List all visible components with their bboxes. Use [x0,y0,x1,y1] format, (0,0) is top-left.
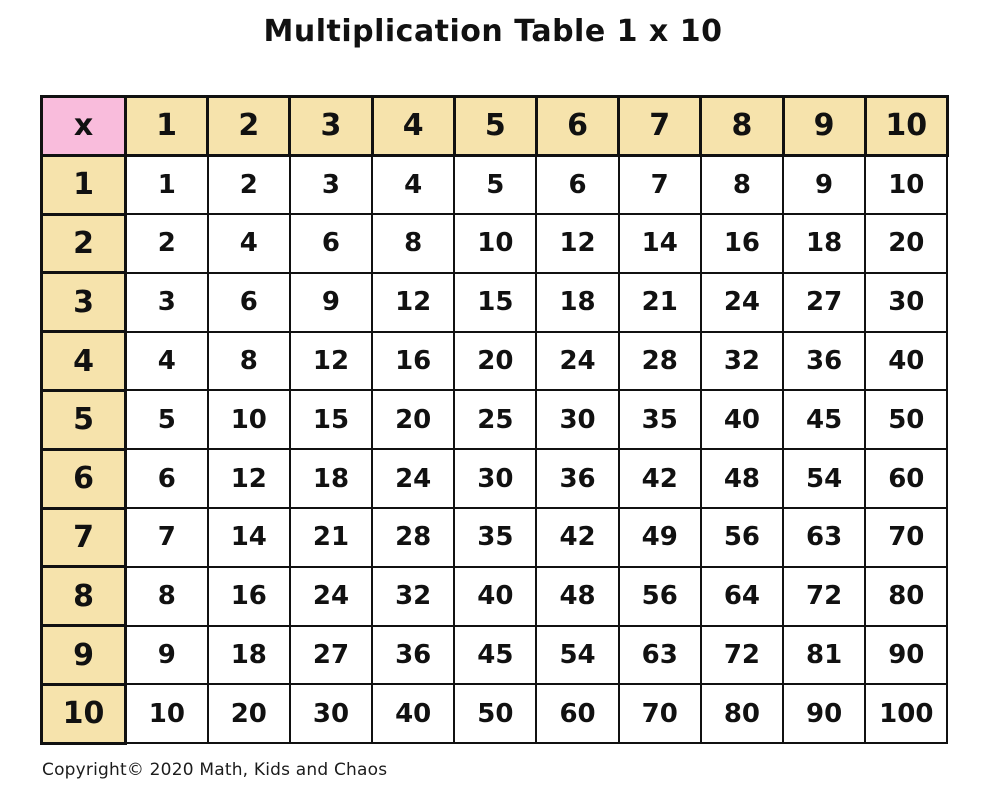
product-cell-8x5: 40 [454,567,536,626]
table-header [42,97,948,156]
product-cell-6x4: 24 [372,449,454,508]
product-cell-10x2: 20 [208,684,290,743]
product-cell-6x1: 6 [126,449,208,508]
product-cell-7x8: 56 [701,508,783,567]
table-row-2 [42,214,948,273]
product-cell-10x5: 50 [454,684,536,743]
row-header-2: 2 [42,214,126,273]
product-cell-4x7: 28 [619,332,701,391]
product-cell-9x1: 9 [126,626,208,685]
product-cell-3x3: 9 [290,273,372,332]
product-cell-2x9: 18 [783,214,865,273]
product-cell-6x10: 60 [865,449,947,508]
product-cell-4x4: 16 [372,332,454,391]
product-cell-3x2: 6 [208,273,290,332]
table-row-6 [42,449,948,508]
product-cell-9x9: 81 [783,626,865,685]
product-cell-5x7: 35 [619,390,701,449]
product-cell-6x3: 18 [290,449,372,508]
table-row-7 [42,508,948,567]
product-cell-8x10: 80 [865,567,947,626]
product-cell-4x5: 20 [454,332,536,391]
product-cell-1x3: 3 [290,155,372,214]
product-cell-8x8: 64 [701,567,783,626]
column-header-4: 4 [372,97,454,156]
product-cell-7x1: 7 [126,508,208,567]
product-cell-3x7: 21 [619,273,701,332]
row-header-10: 10 [42,684,126,743]
product-cell-5x3: 15 [290,390,372,449]
product-cell-3x8: 24 [701,273,783,332]
product-cell-9x8: 72 [701,626,783,685]
product-cell-4x8: 32 [701,332,783,391]
table-row-9 [42,626,948,685]
row-header-1: 1 [42,155,126,214]
product-cell-7x6: 42 [536,508,618,567]
product-cell-9x3: 27 [290,626,372,685]
product-cell-5x9: 45 [783,390,865,449]
copyright-text: Copyright© 2020 Math, Kids and Chaos [42,760,388,780]
table-row-3 [42,273,948,332]
product-cell-1x8: 8 [701,155,783,214]
product-cell-5x8: 40 [701,390,783,449]
product-cell-5x1: 5 [126,390,208,449]
product-cell-1x9: 9 [783,155,865,214]
product-cell-3x5: 15 [454,273,536,332]
product-cell-2x3: 6 [290,214,372,273]
product-cell-10x10: 100 [865,684,947,743]
product-cell-2x7: 14 [619,214,701,273]
row-header-8: 8 [42,567,126,626]
product-cell-8x3: 24 [290,567,372,626]
product-cell-8x7: 56 [619,567,701,626]
table-row-4 [42,332,948,391]
column-header-5: 5 [454,97,536,156]
product-cell-4x1: 4 [126,332,208,391]
product-cell-4x2: 8 [208,332,290,391]
product-cell-4x9: 36 [783,332,865,391]
row-header-5: 5 [42,390,126,449]
product-cell-10x7: 70 [619,684,701,743]
product-cell-5x4: 20 [372,390,454,449]
product-cell-4x10: 40 [865,332,947,391]
page-title: Multiplication Table 1 x 10 [263,14,723,49]
table-row-8 [42,567,948,626]
product-cell-10x3: 30 [290,684,372,743]
product-cell-9x7: 63 [619,626,701,685]
product-cell-10x6: 60 [536,684,618,743]
product-cell-9x4: 36 [372,626,454,685]
row-header-9: 9 [42,626,126,685]
product-cell-3x10: 30 [865,273,947,332]
product-cell-8x4: 32 [372,567,454,626]
product-cell-8x6: 48 [536,567,618,626]
product-cell-2x4: 8 [372,214,454,273]
product-cell-9x2: 18 [208,626,290,685]
product-cell-2x8: 16 [701,214,783,273]
product-cell-7x10: 70 [865,508,947,567]
product-cell-3x4: 12 [372,273,454,332]
product-cell-9x6: 54 [536,626,618,685]
product-cell-1x2: 2 [208,155,290,214]
multiplication-table [40,95,949,745]
product-cell-8x9: 72 [783,567,865,626]
product-cell-5x10: 50 [865,390,947,449]
column-header-8: 8 [701,97,783,156]
product-cell-1x1: 1 [126,155,208,214]
product-cell-2x5: 10 [454,214,536,273]
product-cell-6x9: 54 [783,449,865,508]
header-row [42,97,948,156]
column-header-2: 2 [208,97,290,156]
product-cell-7x3: 21 [290,508,372,567]
column-header-10: 10 [865,97,947,156]
product-cell-10x9: 90 [783,684,865,743]
table-row-5 [42,390,948,449]
product-cell-3x9: 27 [783,273,865,332]
product-cell-6x2: 12 [208,449,290,508]
product-cell-8x2: 16 [208,567,290,626]
product-cell-5x2: 10 [208,390,290,449]
product-cell-7x4: 28 [372,508,454,567]
row-header-7: 7 [42,508,126,567]
product-cell-1x7: 7 [619,155,701,214]
product-cell-6x8: 48 [701,449,783,508]
product-cell-6x6: 36 [536,449,618,508]
product-cell-10x4: 40 [372,684,454,743]
product-cell-6x7: 42 [619,449,701,508]
column-header-9: 9 [783,97,865,156]
product-cell-6x5: 30 [454,449,536,508]
product-cell-5x5: 25 [454,390,536,449]
product-cell-2x2: 4 [208,214,290,273]
product-cell-9x5: 45 [454,626,536,685]
product-cell-5x6: 30 [536,390,618,449]
product-cell-3x6: 18 [536,273,618,332]
column-header-7: 7 [619,97,701,156]
product-cell-9x10: 90 [865,626,947,685]
product-cell-10x8: 80 [701,684,783,743]
product-cell-2x6: 12 [536,214,618,273]
corner-cell: x [42,97,126,156]
column-header-6: 6 [536,97,618,156]
product-cell-7x7: 49 [619,508,701,567]
table-row-1 [42,155,948,214]
product-cell-4x3: 12 [290,332,372,391]
product-cell-2x1: 2 [126,214,208,273]
product-cell-4x6: 24 [536,332,618,391]
product-cell-2x10: 20 [865,214,947,273]
product-cell-7x9: 63 [783,508,865,567]
product-cell-7x5: 35 [454,508,536,567]
product-cell-8x1: 8 [126,567,208,626]
product-cell-7x2: 14 [208,508,290,567]
row-header-4: 4 [42,332,126,391]
product-cell-1x5: 5 [454,155,536,214]
table-row-10 [42,684,948,743]
product-cell-1x10: 10 [865,155,947,214]
row-header-6: 6 [42,449,126,508]
column-header-3: 3 [290,97,372,156]
product-cell-3x1: 3 [126,273,208,332]
product-cell-1x6: 6 [536,155,618,214]
row-header-3: 3 [42,273,126,332]
column-header-1: 1 [126,97,208,156]
product-cell-10x1: 10 [126,684,208,743]
table-body [42,155,948,743]
product-cell-1x4: 4 [372,155,454,214]
